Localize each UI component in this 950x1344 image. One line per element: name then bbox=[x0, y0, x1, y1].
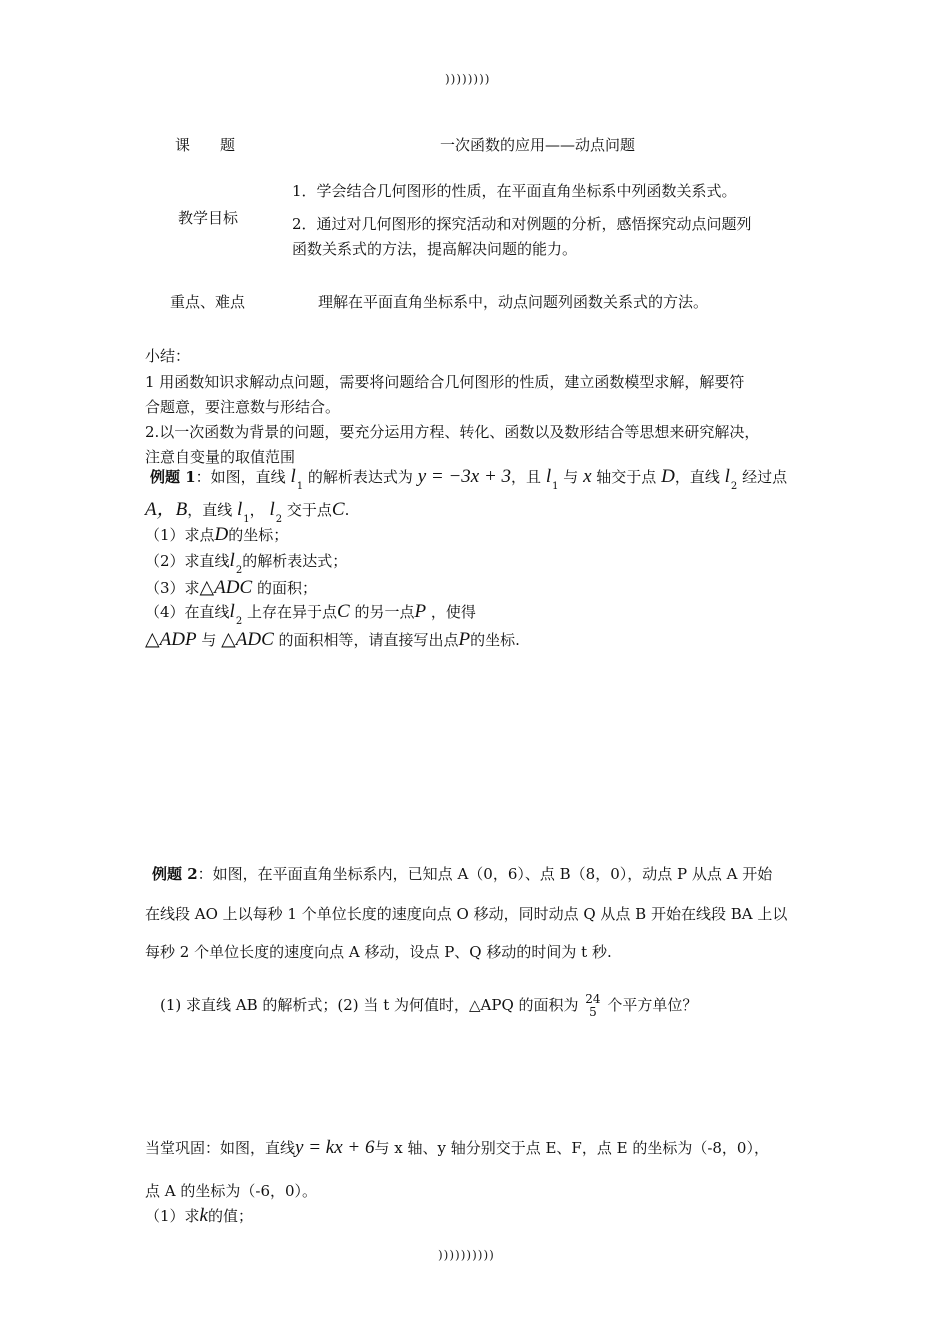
goal-2-line-1: 2．通过对几何图形的探究活动和对例题的分析，感悟探究动点问题列 bbox=[292, 215, 752, 233]
example-1-question-3: （3）求△ADC 的面积； bbox=[145, 577, 317, 598]
summary-p2-line-1: 2.以一次函数为背景的问题，要充分运用方程、转化、函数以及数形结合等思想来研究解决， bbox=[145, 423, 760, 441]
area-fraction: 24 5 bbox=[585, 992, 601, 1019]
topic-value: 一次函数的应用——动点问题 bbox=[440, 136, 636, 154]
example-1-label: 例题 1 bbox=[150, 468, 196, 486]
example-1-line-1: 例题 1：如图，直线 $l_1$ 的解析表达式为 y = −3x + 3，且 $l_1$ 与 x 轴交于点 D，直线 $l_2$ 经过点 bbox=[150, 466, 788, 492]
summary-title: 小结： bbox=[145, 347, 191, 365]
example-2-line-1: 例题 2：如图，在平面直角坐标系内，已知点 A（0，6）、点 B（8，0），动点 P 从点 A 开始 bbox=[152, 865, 773, 883]
goals-label: 教学目标 bbox=[178, 209, 239, 227]
example-2-questions: (1) 求直线 AB 的解析式；(2) 当 t 为何值时，△APQ 的面积为 24 5 个平方单位？ bbox=[160, 992, 698, 1019]
page-footer: )))))))))) bbox=[438, 1248, 495, 1262]
example-1-question-4: （4）在直线$l_2$ 上存在异于点C 的另一点P ，使得 bbox=[145, 601, 476, 627]
example-2-line-2: 在线段 AO 上以每秒 1 个单位长度的速度向点 O 移动，同时动点 Q 从点 B 开始在线段 BA 上以 bbox=[145, 905, 788, 923]
example-1-line-2: A，B，直线 $l_1$， $l_2$ 交于点C. bbox=[145, 499, 350, 525]
practice-line-2: 点 A 的坐标为（-6，0）。 bbox=[145, 1182, 318, 1200]
goal-1: 1．学会结合几何图形的性质，在平面直角坐标系中列函数关系式。 bbox=[292, 182, 737, 200]
summary-p1-line-2: 合题意，要注意数与形结合。 bbox=[145, 398, 341, 416]
summary-p2-line-2: 注意自变量的取值范围 bbox=[145, 448, 296, 466]
practice-question-1: （1）求k的值； bbox=[145, 1205, 253, 1226]
summary-p1-line-1: 1 用函数知识求解动点问题，需要将问题给合几何图形的性质，建立函数模型求解，解要符 bbox=[145, 373, 745, 391]
practice-equation: y = kx + 6 bbox=[295, 1137, 375, 1158]
line-equation: y = −3x + 3 bbox=[417, 466, 512, 487]
key-points-label: 重点、难点 bbox=[170, 293, 246, 311]
key-points-value: 理解在平面直角坐标系中，动点问题列函数关系式的方法。 bbox=[318, 293, 709, 311]
example-2-label: 例题 2 bbox=[152, 865, 198, 883]
example-2-line-3: 每秒 2 个单位长度的速度向点 A 移动，设点 P、Q 移动的时间为 t 秒. bbox=[145, 943, 612, 961]
topic-label: 课 题 bbox=[175, 136, 236, 154]
goal-2-line-2: 函数关系式的方法，提高解决问题的能力。 bbox=[292, 240, 578, 258]
example-1-question-1: （1）求点D的坐标； bbox=[145, 524, 289, 545]
example-1-question-2: （2）求直线$l_2$的解析表达式； bbox=[145, 550, 348, 576]
page-header: )))))))) bbox=[445, 72, 491, 86]
practice-line-1: 当堂巩固：如图，直线y = kx + 6与 x 轴、y 轴分别交于点 E、F，点 E 的坐标为（-8，0）， bbox=[145, 1137, 769, 1158]
example-1-question-4-cont: △ADP 与 △ADC 的面积相等，请直接写出点P的坐标. bbox=[145, 629, 520, 650]
